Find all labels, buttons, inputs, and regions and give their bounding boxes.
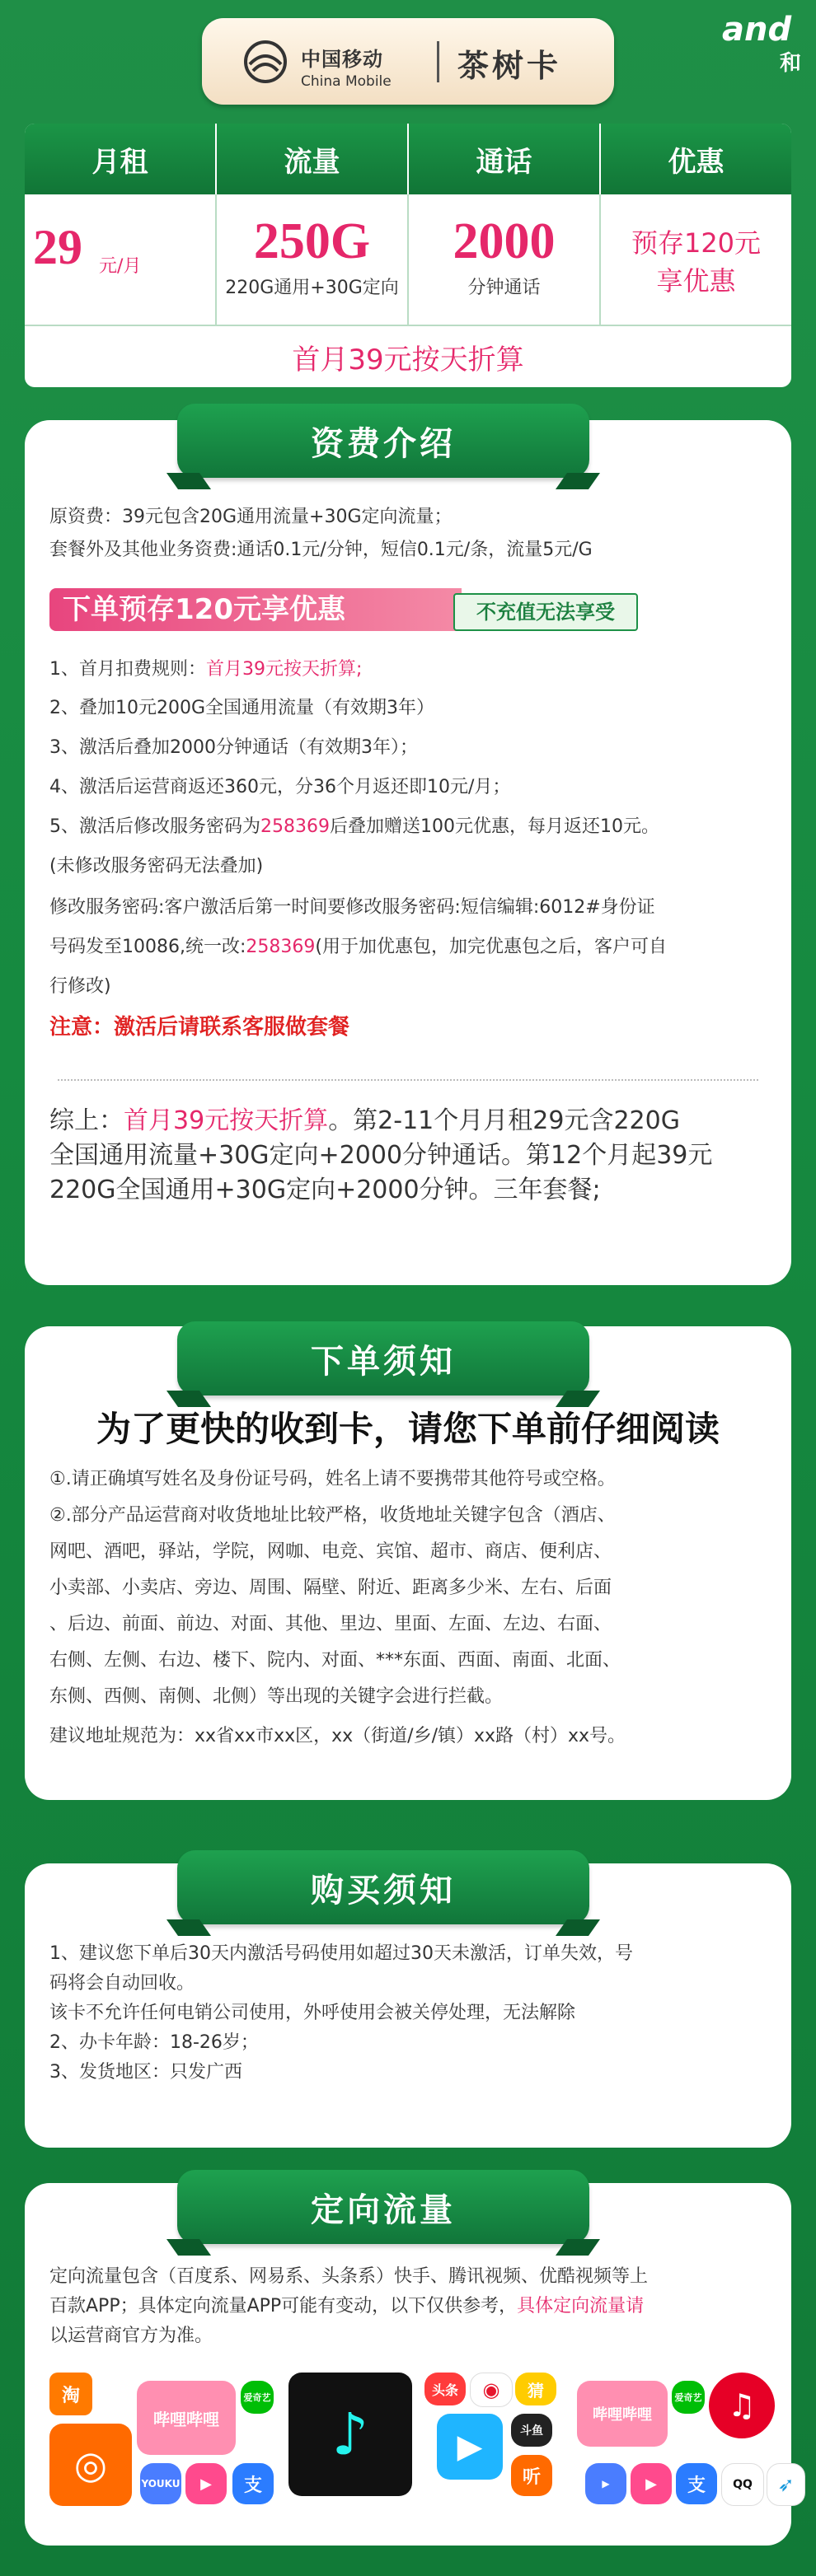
brand-en: China Mobile xyxy=(301,73,392,90)
netease-music-icon: ♫ xyxy=(709,2373,775,2438)
taobao-icon: 淘 xyxy=(49,2373,92,2415)
pwd-line-2-b: (用于加优惠包，加完优惠包之后，客户可自 xyxy=(315,937,667,957)
directed-line-2-b: 具体定向流量请 xyxy=(517,2296,645,2317)
app-icons xyxy=(49,2373,795,2529)
toutiao-icon: 头条 xyxy=(424,2373,466,2405)
weibo-icon: ◉ xyxy=(470,2373,513,2407)
item5-label: 5、激活后修改服务密码为 xyxy=(49,816,260,837)
buy-line-3: 该卡不允许任何电销公司使用，外呼使用会被关停处理，无法解除 xyxy=(49,2003,576,2023)
order-line-6: 右侧、左侧、右边、楼下、院内、对面、***东面、西面、南面、北面、 xyxy=(49,1650,621,1671)
summary-rest: 。第2-11个月月租29元含220G xyxy=(328,1106,680,1135)
buy-line-1: 1、建议您下单后30天内激活号码使用如超过30天未激活，订单失效，号 xyxy=(49,1943,633,1964)
promo-banner: 下单预存120元享优惠 xyxy=(49,588,462,631)
buy-line-5: 3、发货地区：只发广西 xyxy=(49,2062,242,2083)
promo-text xyxy=(601,224,791,300)
pwd-line-2-a: 号码发至10086,统一改: xyxy=(49,937,246,957)
fee-item-5 xyxy=(49,812,659,838)
plan-header-rent: 月租 xyxy=(25,124,217,194)
video-icon: ▶ xyxy=(185,2463,227,2504)
directed-section-title: 定向流量 xyxy=(177,2170,589,2244)
promo-line1: 预存120元 xyxy=(631,227,762,259)
order-line-1: ①.请正确填写姓名及身份证号码，姓名上请不要携带其他符号或空格。 xyxy=(49,1469,616,1489)
summary-line-2: 全国通用流量+30G定向+2000分钟通话。第12个月起39元 xyxy=(49,1141,713,1170)
plan-header-promo: 优惠 xyxy=(668,145,725,179)
plan-header-data: 流量 xyxy=(217,124,409,194)
buy-section-title: 购买须知 xyxy=(177,1850,589,1924)
cai-icon: 猜 xyxy=(515,2373,556,2405)
order-headline: 为了更快的收到卡，请您下单前仔细阅读 xyxy=(96,1409,720,1449)
plan-data-cell xyxy=(217,194,409,325)
order-line-4: 小卖部、小卖店、旁边、周围、隔壁、附近、距离多少米、左右、后面 xyxy=(49,1578,612,1598)
iqiyi-icon-2: 爱奇艺 xyxy=(672,2381,705,2414)
and-logo-he: 和 xyxy=(779,51,801,76)
bilibili-icon-2: 哔哩哔哩 xyxy=(577,2381,668,2447)
video-icon-2: ▶ xyxy=(631,2463,672,2504)
fee-item-2: 2、叠加10元200G全国通用流量（有效期3年） xyxy=(49,698,435,718)
call-amount: 2000 xyxy=(453,213,556,269)
activation-note: 注意：激活后请联系客服做套餐 xyxy=(49,1015,350,1040)
alipay-icon-2: 支 xyxy=(676,2463,717,2504)
youku-icon: YOUKU xyxy=(140,2463,181,2504)
alipay-icon: 支 xyxy=(232,2463,274,2504)
pwd-line-2-password: 258369 xyxy=(246,937,316,957)
summary-label: 综上： xyxy=(49,1106,124,1135)
china-mobile-logo-icon xyxy=(243,40,288,84)
pwd-line-1: 修改服务密码:客户激活后第一时间要修改服务密码:短信编辑:6012#身份证 xyxy=(49,897,655,918)
and-logo-text: and xyxy=(722,11,792,49)
order-line-7: 东侧、西侧、南侧、北侧）等出现的关键字会进行拦截。 xyxy=(49,1686,504,1707)
brand-badge xyxy=(202,18,614,105)
directed-line-1: 定向流量包含（百度系、网易系、头条系）快手、腾讯视频、优酷视频等上 xyxy=(49,2266,649,2287)
summary xyxy=(49,1104,767,1208)
data-amount: 250G xyxy=(253,213,371,269)
youku-icon-2: ▶ xyxy=(585,2463,626,2504)
price-unit: 元/月 xyxy=(99,256,142,277)
promo-line2: 享优惠 xyxy=(656,265,736,297)
fee-section xyxy=(25,420,791,1285)
summary-first-month: 首月39元按天折算 xyxy=(124,1106,329,1135)
extra-fee: 套餐外及其他业务资费:通话0.1元/分钟，短信0.1元/条，流量5元/G xyxy=(49,540,593,560)
pwd-line-3: 行修改) xyxy=(49,976,111,997)
plan-call-cell xyxy=(409,194,601,325)
order-section-title: 下单须知 xyxy=(177,1321,589,1396)
and-logo xyxy=(722,11,801,76)
item1-label: 1、首月扣费规则： xyxy=(49,659,206,680)
summary-line-3: 220G全国通用+30G定向+2000分钟。三年套餐; xyxy=(49,1176,601,1204)
plan-rent-cell xyxy=(25,194,217,325)
price-value: 29 xyxy=(33,220,82,274)
divider xyxy=(58,1079,758,1081)
directed-line-2 xyxy=(49,2292,644,2317)
order-line-2: ②.部分产品运营商对收货地址比较严格，收货地址关键字包含（酒店、 xyxy=(49,1505,616,1526)
order-section xyxy=(25,1326,791,1800)
item1-value: 首月39元按天折算; xyxy=(206,659,363,680)
plan-promo-cell xyxy=(601,194,791,325)
buy-line-2: 码将会自动回收。 xyxy=(49,1973,195,1994)
brand-text xyxy=(301,43,392,90)
pwd-line-2 xyxy=(49,933,667,958)
brand-cn: 中国移动 xyxy=(301,48,383,71)
badge-divider xyxy=(437,41,439,82)
qq-icon: QQ xyxy=(721,2463,764,2506)
first-month-note: 首月39元按天折算 xyxy=(292,343,524,376)
iqiyi-icon: 爱奇艺 xyxy=(241,2381,274,2414)
kuaishou-icon: ◎ xyxy=(49,2424,132,2506)
fee-item-5-note: (未修改服务密码无法叠加) xyxy=(49,856,264,877)
fee-item-4: 4、激活后运营商返还360元，分36个月返还即10元/月； xyxy=(49,777,511,797)
summary-line-1 xyxy=(49,1104,767,1138)
buy-line-4: 2、办卡年龄：18-26岁； xyxy=(49,2032,259,2053)
call-detail: 分钟通话 xyxy=(467,278,541,298)
promo-tag: 不充值无法享受 xyxy=(453,593,638,631)
order-line-5: 、后边、前面、前边、对面、其他、里边、里面、左面、左边、右面、 xyxy=(49,1614,612,1634)
plan-table xyxy=(25,124,791,387)
fee-item-1 xyxy=(49,655,362,680)
douyu-icon: 斗鱼 xyxy=(511,2414,552,2447)
card-name: 茶树卡 xyxy=(457,48,562,84)
directed-line-3: 以运营商官方为准。 xyxy=(49,2326,213,2346)
plan-header-row xyxy=(25,124,791,194)
douyin-icon: ♪ xyxy=(288,2373,412,2496)
fee-item-3: 3、激活后叠加2000分钟通话（有效期3年）； xyxy=(49,737,418,758)
plan-values-row xyxy=(25,194,791,326)
directed-line-2-a: 百款APP；具体定向流量APP可能有变动，以下仅供参考， xyxy=(49,2296,518,2317)
order-line-8: 建议地址规范为：xx省xx市xx区，xx（街道/乡/镇）xx路（村）xx号。 xyxy=(49,1726,626,1746)
ting-icon: 听 xyxy=(511,2455,552,2496)
tencent-video-icon: ▶ xyxy=(437,2414,503,2480)
original-fee: 原资费：39元包含20G通用流量+30G定向流量； xyxy=(49,507,453,527)
fee-section-title: 资费介绍 xyxy=(177,404,589,478)
data-detail: 220G通用+30G定向 xyxy=(225,278,399,298)
order-line-3: 网吧、酒吧，驿站，学院，网咖、电竞、宾馆、超市、商店、便利店、 xyxy=(49,1541,612,1562)
bilibili-icon: 哔哩哔哩 xyxy=(137,2381,236,2455)
feather-icon: ➶ xyxy=(767,2463,805,2506)
item5-rest: 后叠加赠送100元优惠，每月返还10元。 xyxy=(329,816,659,837)
plan-header-call: 通话 xyxy=(409,124,601,194)
item5-password: 258369 xyxy=(260,816,330,837)
